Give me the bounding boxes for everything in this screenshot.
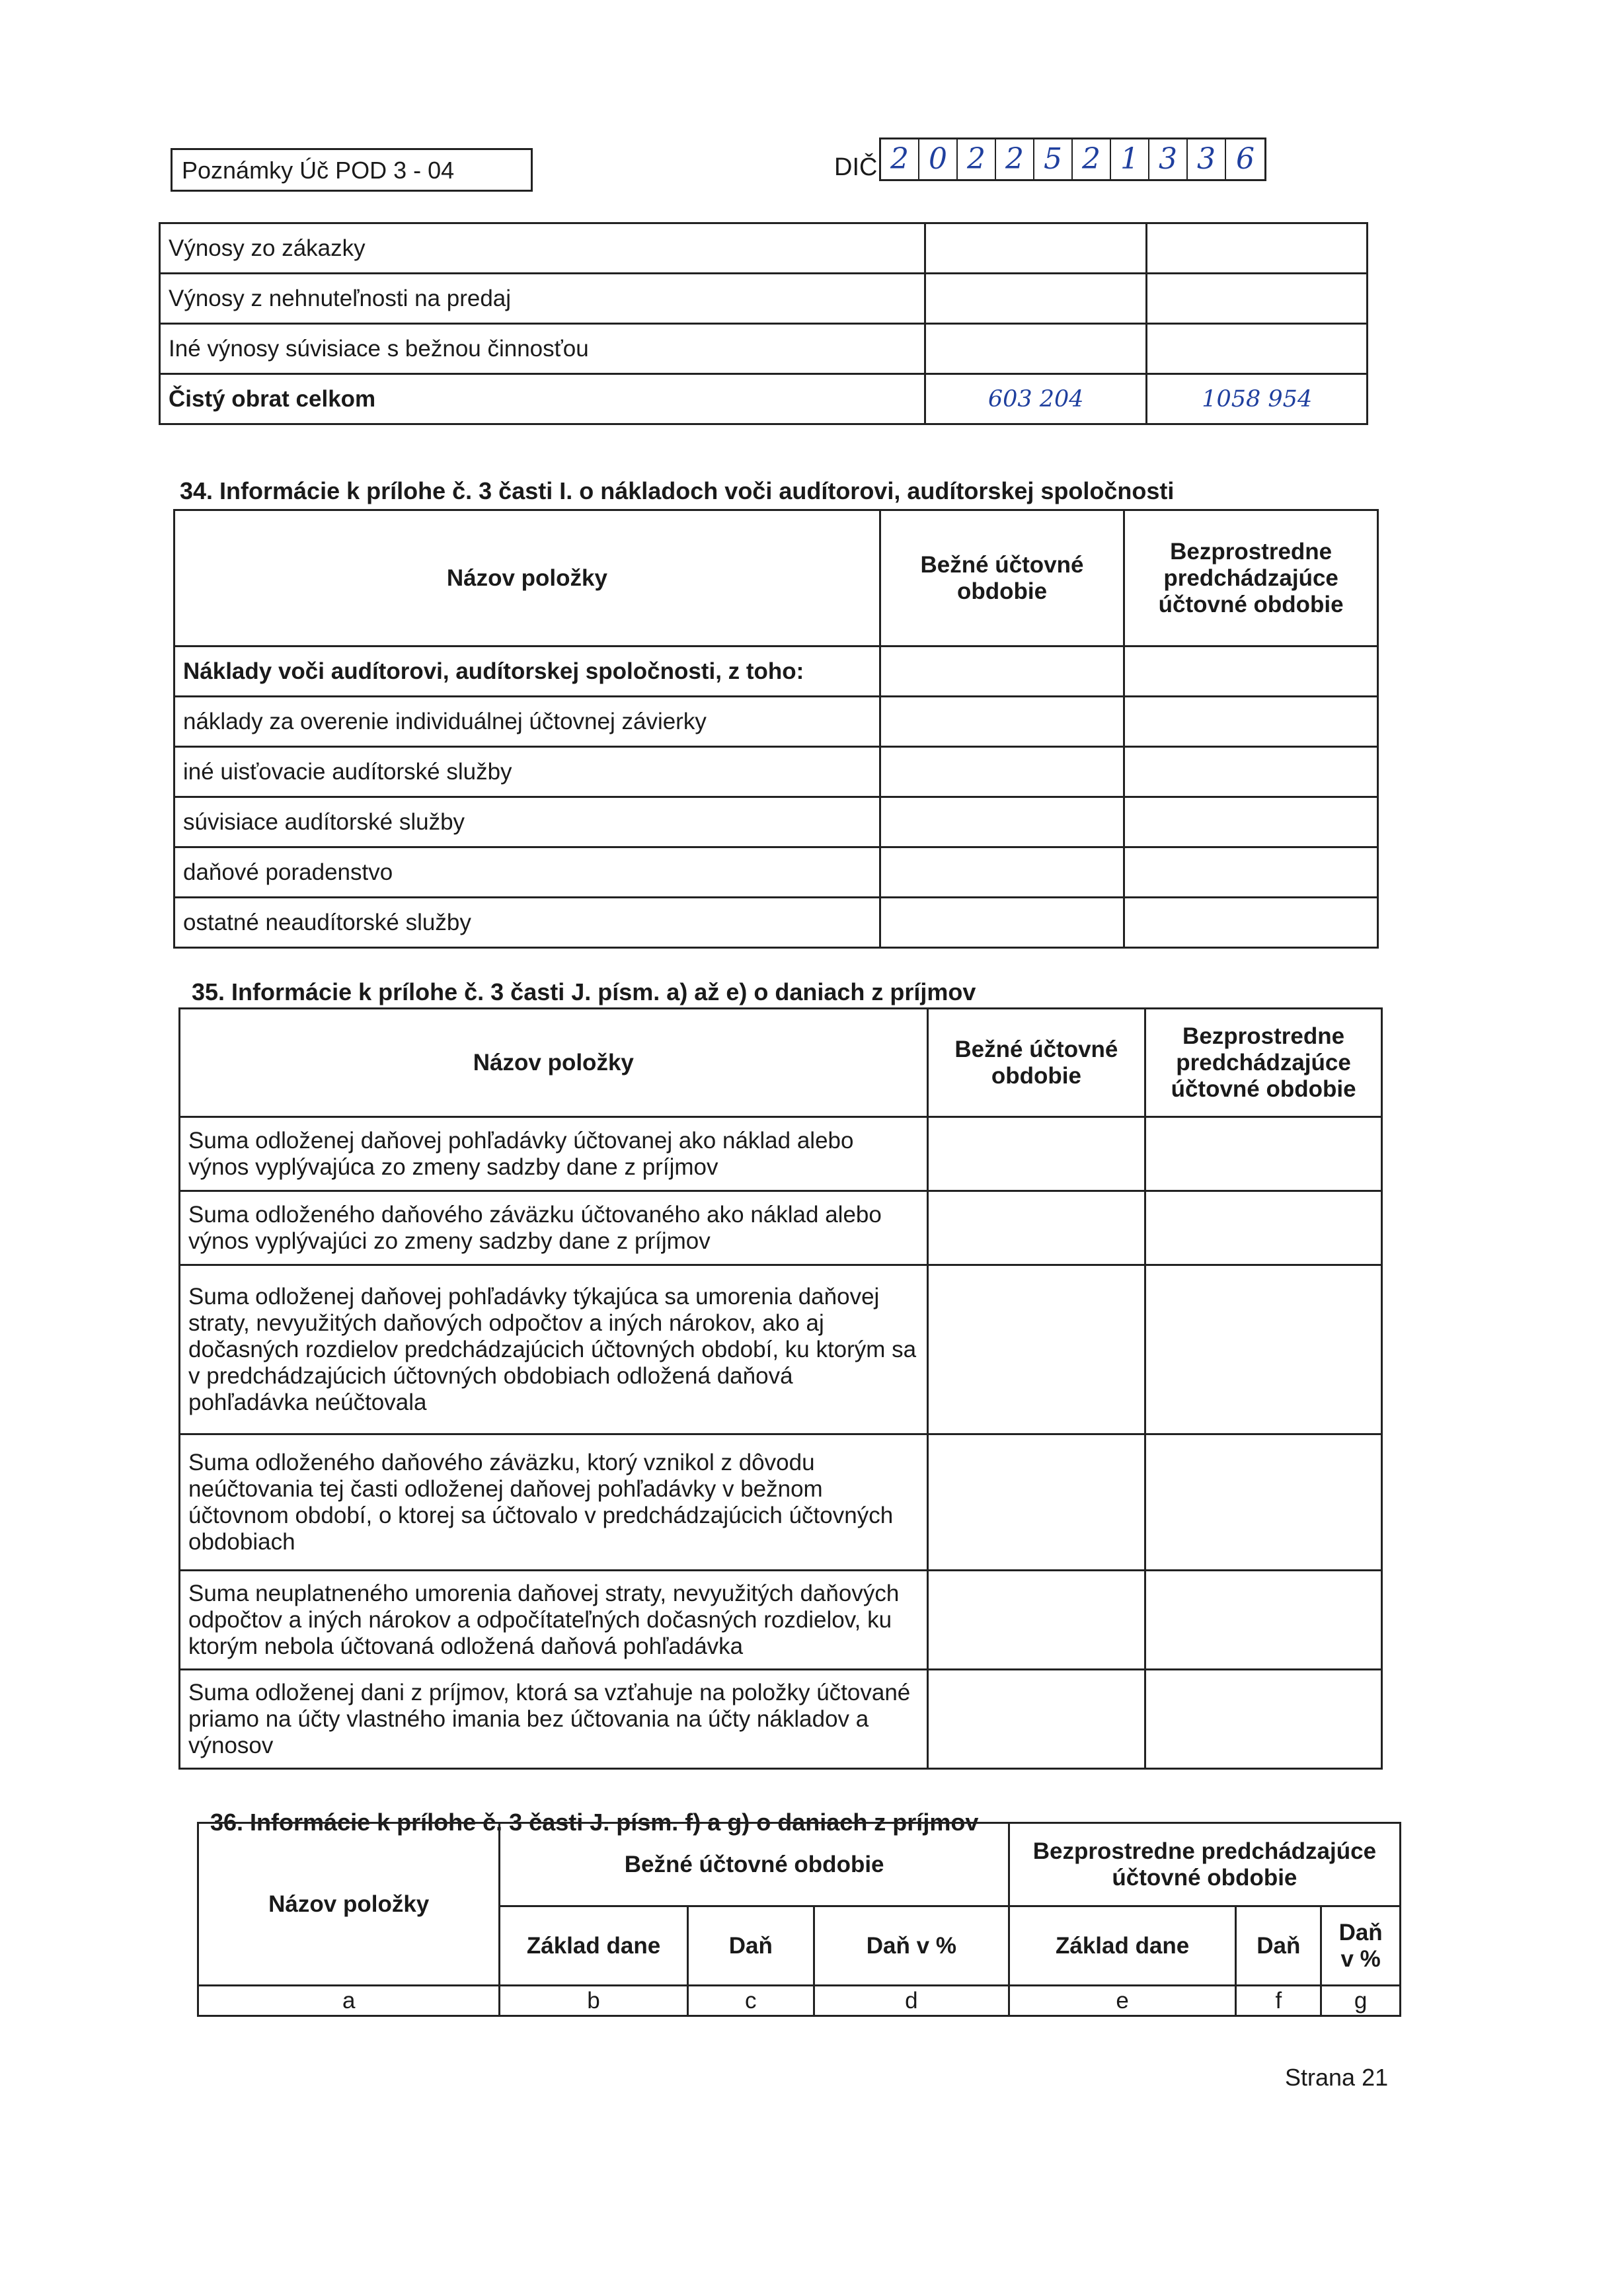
current-value[interactable] [925,324,1146,374]
table-row [180,1265,1382,1434]
table-row [174,847,1378,898]
table-row [174,797,1378,847]
col-name-header: Názov položky [198,1823,500,1986]
table-row [174,898,1378,948]
table-row [174,747,1378,797]
row-label: Suma odloženej daňovej pohľadávky týkajúca sa umorenia daňovej straty, nevyužitých daňových odpočtov a iných nárokov, ako aj dočasných rozdielov predchádzajúcich účtovných období, ku ktorým sa v predchádzajúcich účtovných obdobiach odložená daňová pohľadávka neúčtovala [180,1265,928,1434]
section-36-title: 36. Informácie k prílohe č. 3 časti J. písm. f) a g) o daniach z príjmov [210,1809,979,1836]
letter-a: a [198,1986,500,2016]
row-label: Suma neuplatneného umorenia daňovej straty, nevyužitých daňových odpočtov a iných nárokov a odpočítateľných dočasných rozdielov, ku ktorým nebola účtovaná odložená daňová pohľadávka [180,1571,928,1670]
previous-value[interactable] [1124,697,1378,747]
current-value[interactable] [927,1265,1145,1434]
section-36-table [197,1822,1401,2017]
col-previous-header: Bezprostredne predchádzajúce účtovné obdobie [1145,1009,1382,1117]
sub-base-header: Základ dane [500,1906,687,1986]
letter-d: d [814,1986,1009,2016]
table-row [180,1191,1382,1265]
sub-rate-header: Daň v % [814,1906,1009,1986]
previous-value[interactable] [1147,274,1368,324]
previous-value[interactable] [1145,1117,1382,1191]
current-value[interactable] [927,1571,1145,1670]
row-label: Suma odloženej daňovej pohľadávky účtovanej ako náklad alebo výnos vyplývajúca zo zmeny sadzby dane z príjmov [180,1117,928,1191]
previous-value[interactable] [1124,646,1378,697]
current-value[interactable] [880,898,1124,948]
dic-digit: 3 [1149,139,1188,179]
current-value[interactable] [880,697,1124,747]
previous-value[interactable] [1147,324,1368,374]
dic-digit: 3 [1188,139,1226,179]
table-row [160,374,1368,424]
previous-value[interactable] [1145,1434,1382,1571]
row-label: náklady za overenie individuálnej účtovnej závierky [174,697,880,747]
dic-digit: 5 [1034,139,1073,179]
row-label: Suma odloženého daňového záväzku, ktorý vznikol z dôvodu neúčtovania tej časti odloženej daňovej pohľadávky v bežnom účtovnom období, o ktorej sa účtovalo v predchádzajúcich účtovných obdobiach [180,1434,928,1571]
current-value[interactable] [927,1117,1145,1191]
dic-digit: 2 [1073,139,1111,179]
dic-digit: 2 [996,139,1034,179]
col-current-header: Bežné účtovné obdobie [927,1009,1145,1117]
revenue-table [159,222,1368,425]
previous-value[interactable] [1145,1265,1382,1434]
previous-value[interactable] [1124,847,1378,898]
dic-digit: 2 [958,139,996,179]
row-label: Iné výnosy súvisiace s bežnou činnosťou [160,324,925,374]
form-label: Poznámky Úč POD 3 - 04 [171,148,533,192]
table-row [174,697,1378,747]
dic-boxes [879,137,1266,181]
dic-digit: 2 [881,139,919,179]
previous-value[interactable] [1124,797,1378,847]
current-value[interactable] [927,1670,1145,1769]
row-label: Čistý obrat celkom [160,374,925,424]
dic-digit: 6 [1236,142,1255,176]
row-label: súvisiace audítorské služby [174,797,880,847]
page-number: Strana 21 [1285,2064,1389,2091]
letter-g: g [1321,1986,1401,2016]
sub-tax-header: Daň [1236,1906,1321,1986]
current-value[interactable] [880,797,1124,847]
current-value[interactable] [927,1434,1145,1571]
letter-f: f [1236,1986,1321,2016]
sub-tax-header: Daň [687,1906,814,1986]
table-header-row [198,1823,1401,1906]
sub-rate-header: Daň v % [1321,1906,1401,1986]
table-header-row [180,1009,1382,1117]
table-row [160,223,1368,274]
table-row [180,1434,1382,1571]
section-34-table [173,509,1379,949]
row-label: Suma odloženej dani z príjmov, ktorá sa vzťahuje na položky účtované priamo na účty vlastného imania bez účtovania na účty nákladov a výnosov [180,1670,928,1769]
col-name-header: Názov položky [174,510,880,646]
table-row [160,274,1368,324]
previous-value[interactable] [1145,1191,1382,1265]
section-34-title: 34. Informácie k prílohe č. 3 časti I. o nákladoch voči audítorovi, audítorskej spoločnosti [180,477,1175,504]
current-value[interactable] [880,747,1124,797]
row-label: Výnosy z nehnuteľnosti na predaj [160,274,925,324]
previous-value[interactable]: 1058 954 [1147,374,1368,424]
col-current-header: Bežné účtovné obdobie [880,510,1124,646]
row-label: Výnosy zo zákazky [160,223,925,274]
row-label: ostatné neaudítorské služby [174,898,880,948]
previous-value[interactable] [1145,1571,1382,1670]
current-value[interactable] [925,223,1146,274]
current-value[interactable] [880,847,1124,898]
table-header-row [174,510,1378,646]
dic-digit: 0 [919,139,958,179]
letter-c: c [687,1986,814,2016]
row-label: Suma odloženého daňového záväzku účtovaného ako náklad alebo výnos vyplývajúci zo zmeny sadzby dane z príjmov [180,1191,928,1265]
current-value[interactable]: 603 204 [925,374,1146,424]
group-current-header: Bežné účtovné obdobie [500,1823,1009,1906]
previous-value[interactable] [1145,1670,1382,1769]
previous-value[interactable] [1124,898,1378,948]
current-value[interactable] [927,1191,1145,1265]
col-name-header: Názov položky [180,1009,928,1117]
table-row [160,324,1368,374]
sub-base-header: Základ dane [1009,1906,1236,1986]
letter-e: e [1009,1986,1236,2016]
previous-value[interactable] [1124,747,1378,797]
table-row [180,1117,1382,1191]
dic-label: DIČ [834,153,878,181]
row-label: daňové poradenstvo [174,847,880,898]
letters-row [198,1986,1401,2016]
current-value[interactable] [925,274,1146,324]
current-value[interactable] [880,646,1124,697]
row-label: iné uisťovacie audítorské služby [174,747,880,797]
col-previous-header: Bezprostredne predchádzajúce účtovné obdobie [1124,510,1378,646]
letter-b: b [500,1986,687,2016]
table-row [174,646,1378,697]
dic-digit: 1 [1111,139,1149,179]
section-35-table [178,1007,1383,1770]
previous-value[interactable] [1147,223,1368,274]
group-previous-header: Bezprostredne predchádzajúce účtovné obdobie [1009,1823,1400,1906]
row-label: Náklady voči audítorovi, audítorskej spoločnosti, z toho: [174,646,880,697]
table-row [180,1571,1382,1670]
table-row [180,1670,1382,1769]
section-35-title: 35. Informácie k prílohe č. 3 časti J. písm. a) až e) o daniach z príjmov [192,978,976,1005]
